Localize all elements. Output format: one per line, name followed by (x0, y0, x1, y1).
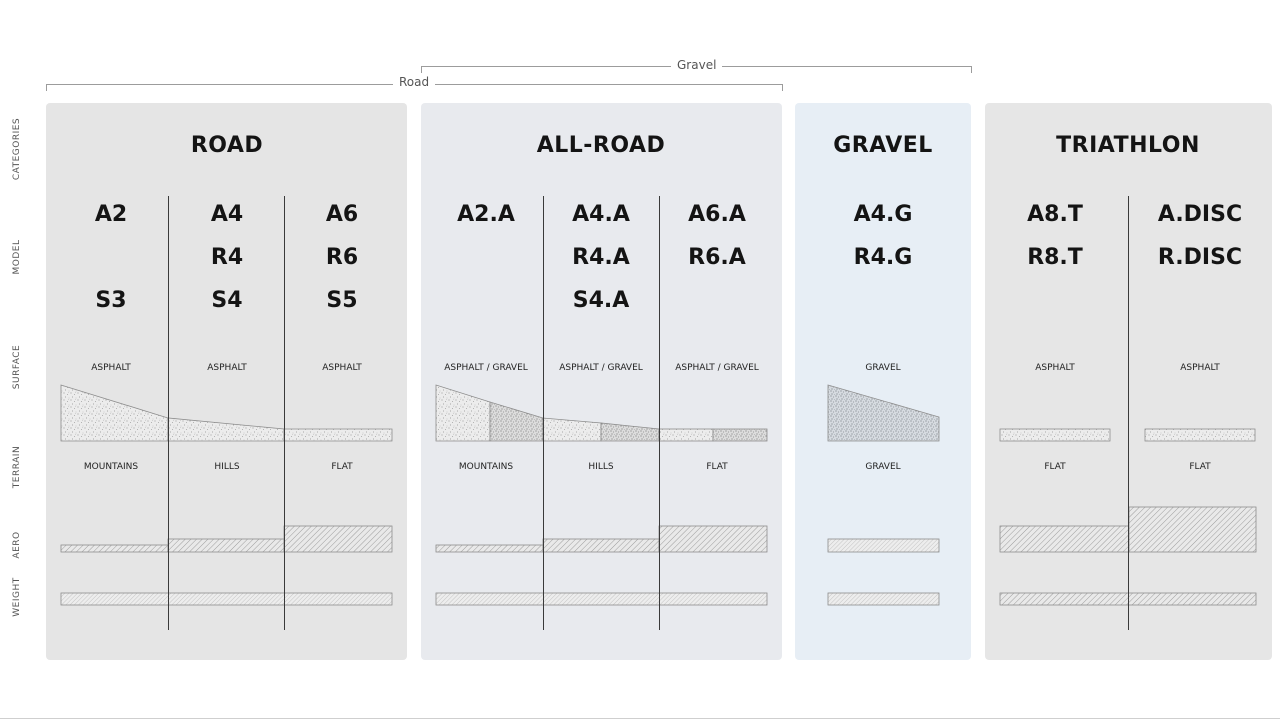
gravel-title: GRAVEL (833, 133, 933, 158)
all-road-terrain-mountains-asphalt (436, 385, 490, 441)
gravel-aero-bar (828, 539, 939, 552)
gravel-model-r4g: R4.G (853, 245, 913, 270)
row-label-weight: WEIGHT (12, 577, 22, 617)
triathlon-terrain-label-2: FLAT (1189, 462, 1211, 472)
gravel-terrain (828, 385, 939, 441)
road-weight-bar (61, 593, 392, 605)
footer-divider (0, 718, 1280, 719)
road-surface-2: ASPHALT (207, 363, 247, 373)
all-road-model-r6a: R6.A (688, 245, 746, 270)
road-divider-1 (168, 196, 169, 630)
gravel-surface: GRAVEL (865, 363, 901, 373)
road-terrain-label-3: FLAT (331, 462, 353, 472)
all-road-model-a2a: A2.A (457, 202, 515, 227)
all-road-aero-mountains (436, 545, 543, 552)
triathlon-title: TRIATHLON (1056, 133, 1200, 158)
road-aero-hills (168, 539, 284, 552)
road-model-r4: R4 (210, 245, 244, 270)
triathlon-model-r8t: R8.T (1027, 245, 1083, 270)
all-road-divider-2 (659, 196, 660, 630)
all-road-model-s4a: S4.A (572, 288, 630, 313)
triathlon-surface-1: ASPHALT (1035, 363, 1075, 373)
road-terrain-hills (168, 418, 284, 441)
row-label-surface: SURFACE (12, 344, 22, 390)
triathlon-model-rdisc: R.DISC (1157, 245, 1243, 270)
triathlon-model-adisc: A.DISC (1157, 202, 1243, 227)
all-road-surface-3: ASPHALT / GRAVEL (675, 363, 759, 373)
all-road-weight-bar (436, 593, 767, 605)
road-terrain-flat (284, 429, 392, 441)
all-road-aero-flat (659, 526, 767, 552)
all-road-model-a6a: A6.A (688, 202, 746, 227)
road-model-a6: A6 (325, 202, 359, 227)
all-road-terrain-label-2: HILLS (588, 462, 614, 472)
triathlon-aero-right (1129, 507, 1256, 552)
road-model-s5: S5 (326, 288, 358, 313)
all-road-terrain-flat-asphalt (659, 429, 713, 441)
all-road-terrain-label-1: MOUNTAINS (458, 462, 514, 472)
road-bracket-label: Road (393, 75, 435, 89)
gravel-model-a4g: A4.G (853, 202, 913, 227)
road-model-s3: S3 (95, 288, 127, 313)
all-road-terrain-flat-gravel (713, 429, 767, 441)
triathlon-terrain-right (1145, 429, 1255, 441)
road-terrain-mountains (61, 385, 168, 441)
road-surface-3: ASPHALT (322, 363, 362, 373)
triathlon-surface-2: ASPHALT (1180, 363, 1220, 373)
row-label-terrain: TERRAIN (12, 445, 22, 489)
road-divider-2 (284, 196, 285, 630)
road-aero-mountains (61, 545, 168, 552)
all-road-surface-2: ASPHALT / GRAVEL (559, 363, 643, 373)
road-model-r6: R6 (325, 245, 359, 270)
triathlon-divider (1128, 196, 1129, 630)
gravel-weight-bar (828, 593, 939, 605)
road-title: ROAD (190, 133, 264, 158)
all-road-surface-1: ASPHALT / GRAVEL (444, 363, 528, 373)
road-model-a4: A4 (210, 202, 244, 227)
row-label-aero: AERO (12, 531, 22, 559)
all-road-divider-1 (543, 196, 544, 630)
gravel-bracket-label: Gravel (671, 58, 722, 72)
road-aero-flat (284, 526, 392, 552)
row-label-categories: CATEGORIES (12, 117, 22, 181)
row-label-model: MODEL (12, 239, 22, 275)
all-road-terrain-hills-gravel (601, 423, 659, 441)
all-road-terrain-label-3: FLAT (706, 462, 728, 472)
triathlon-terrain-label-1: FLAT (1044, 462, 1066, 472)
all-road-aero-hills (543, 539, 659, 552)
all-road-model-r4a: R4.A (572, 245, 630, 270)
all-road-terrain-hills-asphalt (543, 418, 601, 441)
road-model-a2: A2 (94, 202, 128, 227)
all-road-model-a4a: A4.A (572, 202, 630, 227)
road-surface-1: ASPHALT (91, 363, 131, 373)
all-road-title: ALL-ROAD (536, 133, 666, 158)
all-road-terrain-mountains-gravel (490, 402, 543, 441)
road-terrain-label-1: MOUNTAINS (83, 462, 139, 472)
road-terrain-label-2: HILLS (214, 462, 240, 472)
triathlon-aero-left (1000, 526, 1129, 552)
triathlon-model-a8t: A8.T (1027, 202, 1083, 227)
gravel-terrain-label: GRAVEL (865, 462, 901, 472)
triathlon-terrain-left (1000, 429, 1110, 441)
road-model-s4: S4 (211, 288, 243, 313)
